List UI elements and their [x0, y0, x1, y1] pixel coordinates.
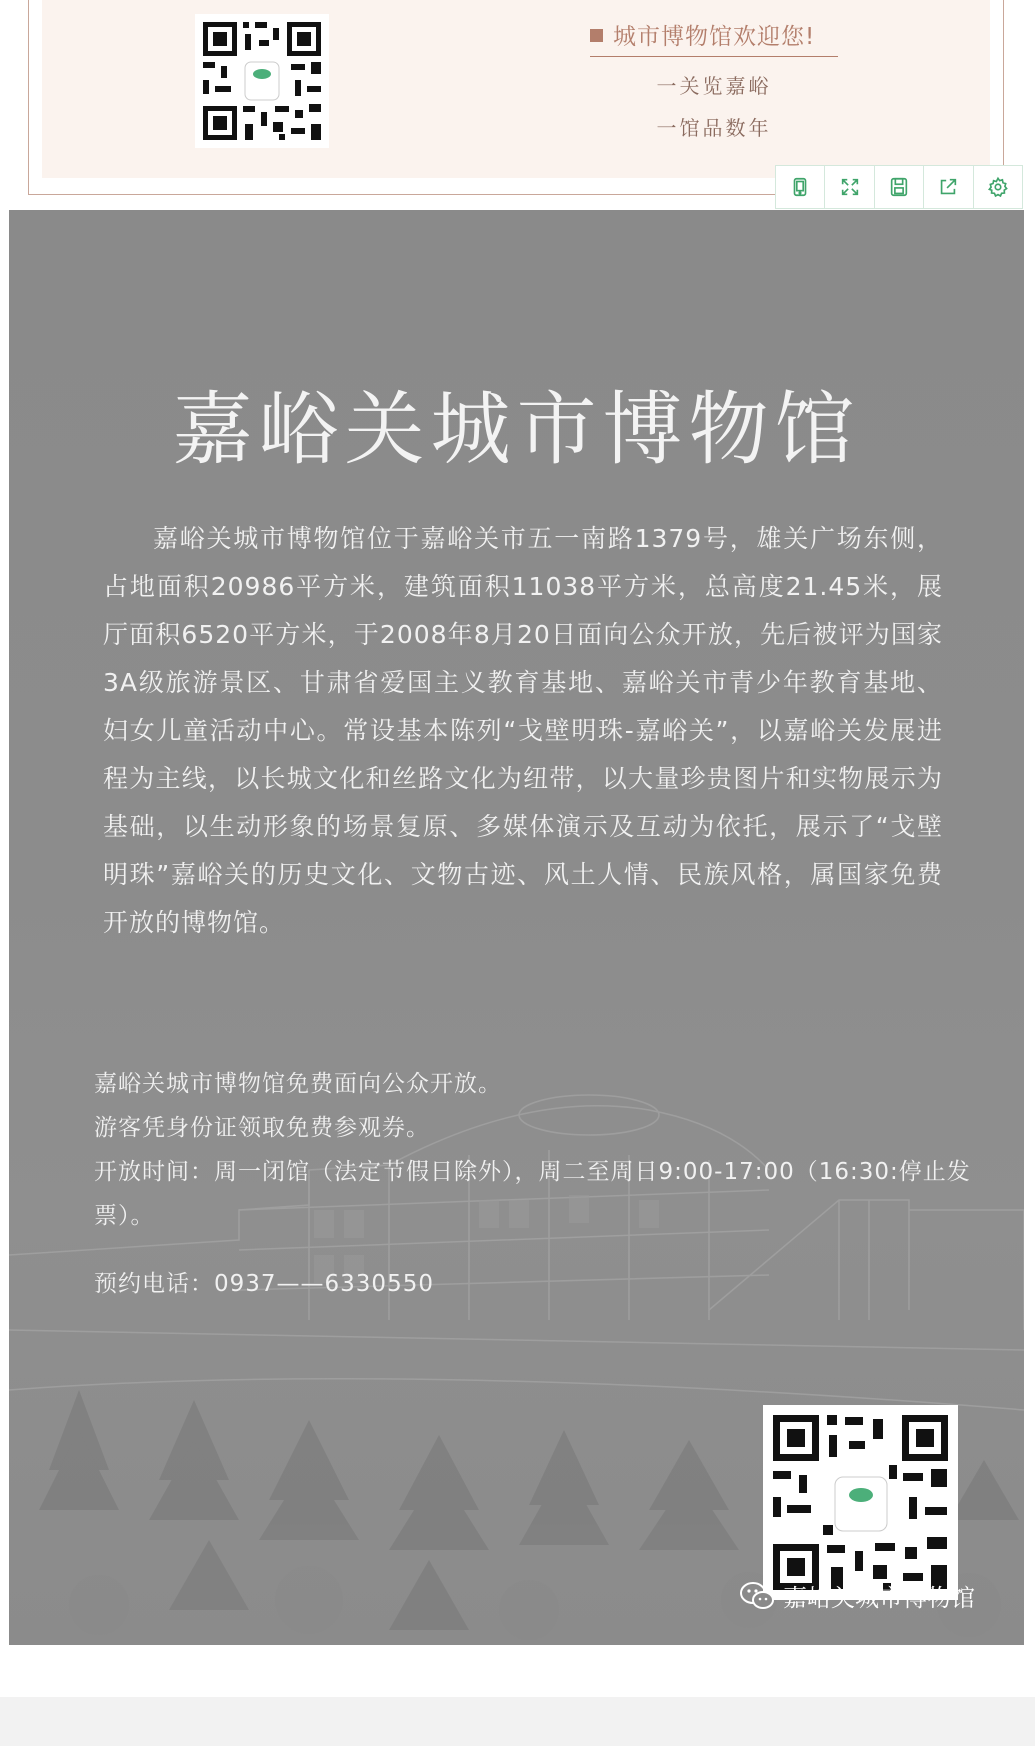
qr-code-large[interactable] — [763, 1405, 958, 1600]
wechat-icon — [739, 1581, 775, 1611]
save-button[interactable] — [875, 166, 924, 208]
settings-button[interactable] — [974, 166, 1022, 208]
wechat-brand — [739, 1578, 1009, 1613]
fullscreen-button[interactable] — [825, 166, 874, 208]
save-icon — [888, 176, 910, 198]
welcome-heading — [590, 18, 838, 51]
qr-code-small — [195, 14, 329, 148]
poster-title: 嘉峪关城市博物馆 — [172, 383, 861, 476]
tablet-icon — [789, 176, 811, 198]
gear-icon — [987, 176, 1009, 198]
share-icon — [937, 176, 959, 198]
welcome-divider — [590, 56, 838, 57]
info-opening-hours: 开放时间：周一闭馆（法定节假日除外），周二至周日9:00-17:00（16:30:停止发票）。 — [94, 1159, 971, 1229]
info-ticket: 游客凭身份证领取免费参观券。 — [94, 1115, 430, 1141]
welcome-text: 城市博物馆欢迎您! — [613, 24, 816, 50]
brand-name: 嘉峪关城市博物馆 — [783, 1584, 975, 1612]
info-phone: 预约电话：0937——6330550 — [94, 1271, 434, 1297]
floating-toolbar — [775, 165, 1023, 209]
fullscreen-icon — [839, 176, 861, 198]
footer-bar — [0, 1697, 1035, 1746]
square-bullet-icon — [590, 29, 603, 42]
motto-line-2: 一馆品数年 — [656, 116, 772, 140]
tablet-view-button[interactable] — [776, 166, 825, 208]
info-free-admission: 嘉峪关城市博物馆免费面向公众开放。 — [94, 1071, 502, 1097]
poster-description: 嘉峪关城市博物馆位于嘉峪关市五一南路1379号，雄关广场东侧，占地面积20986平方米，建筑面积11038平方米，总高度21.45米，展厅面积6520平方米，于2008年8月20日面向公众开放，先后被评为国家3A级旅游景区、甘肃省爱国主义教育基地、嘉峪关市青少年教育基地、妇女儿童活动中心。常设基本陈列“戈壁明珠-嘉峪关”，以嘉峪关发展进程为主线，以长城文化和丝路文化为纽带，以大量珍贵图片和实物展示为基础，以生动形象的场景复原、多媒体演示及互动为依托，展示了“戈壁明珠”嘉峪关的历史文化、文物古迹、风土人情、民族风格，属国家免费开放的博物馆。 — [103, 524, 943, 937]
motto-line-1: 一关览嘉峪 — [656, 74, 772, 98]
museum-poster — [9, 210, 1024, 1645]
share-button[interactable] — [924, 166, 973, 208]
top-card — [42, 0, 990, 178]
